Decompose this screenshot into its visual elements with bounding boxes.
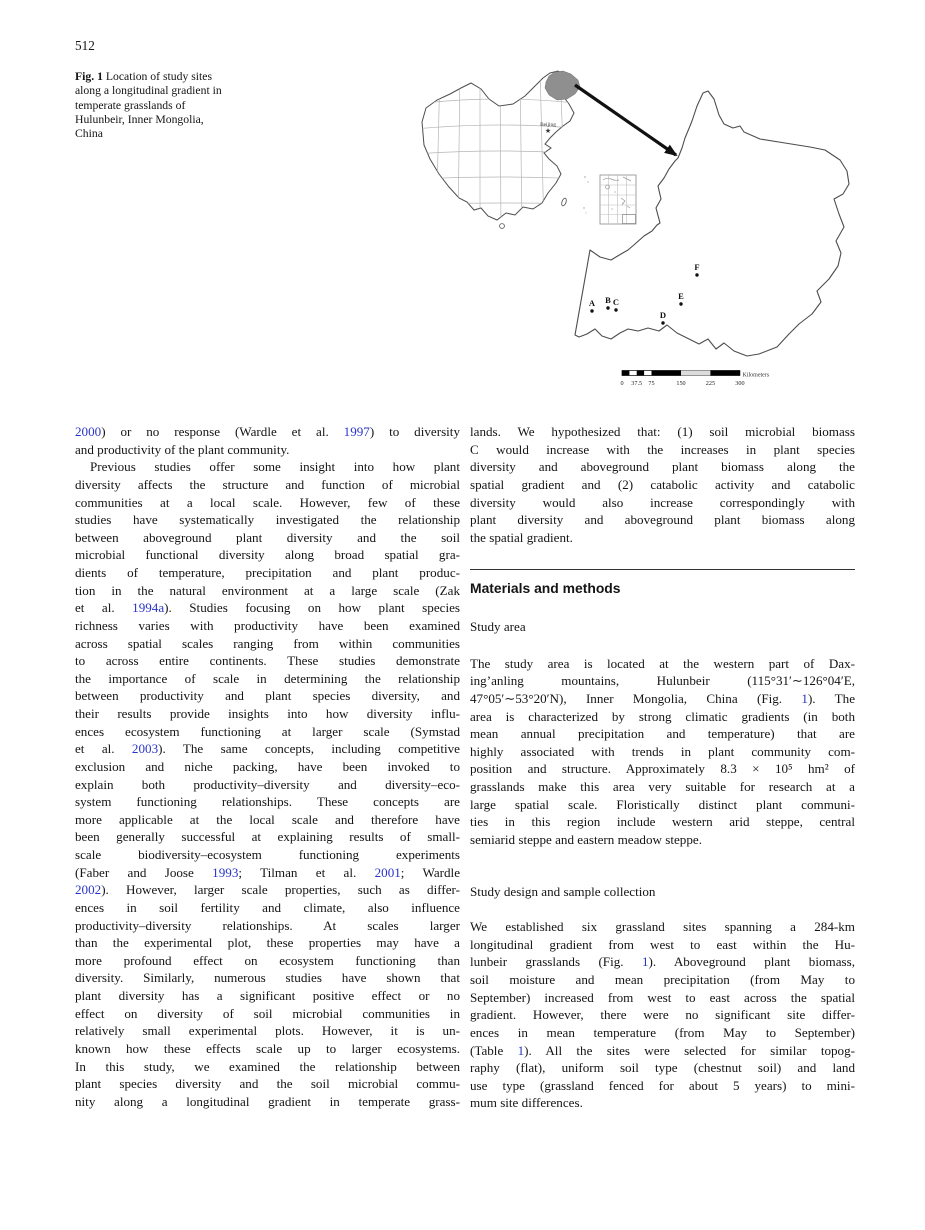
text-line: mum site differences. [470,1095,583,1111]
figure-map [395,56,865,396]
text-line: richness varies with productivity have been examined [75,617,460,633]
scale-tick-label: 300 [735,380,745,387]
caption-line: temperate grasslands of [75,98,186,112]
scale-tick-label: 75 [648,380,655,387]
text-line: scale biodiversity–ecosystem functioning experiments [75,847,460,862]
site-marker-E [679,302,682,305]
china-inset-map [415,66,585,232]
site-marker-A [590,309,593,312]
page-number: 512 [75,38,95,53]
text-line: more profound effect on ecosystem functioning than [75,952,460,968]
study-area-heading: Study area [470,619,526,634]
study-sites-map [395,56,865,396]
site-label-F: F [694,262,700,272]
text-line: diversity. Similarly, numerous studies have shown that [75,970,460,986]
grid-inset-map [583,175,636,224]
text-line: diversity affects the structure and function of microbial [75,476,460,492]
caption-line: along a longitudinal gradient in [75,84,222,98]
citation-link[interactable]: 1997 [343,424,370,439]
site-label-D: D [659,310,667,320]
text-line: system functioning relationships. These concepts are [75,794,460,810]
text-line: plant species diversity and the soil microbial commu- [75,1076,460,1092]
taiwan-island [561,198,567,207]
spacer [470,598,855,618]
text-line: lunbeir grasslands (Fig. 1). Aboveground plant biomass, [470,954,855,970]
text-line: exclusion and niche packing, have been invoked to [75,758,460,774]
text-line: 47°05′∼53°20′N), Inner Mongolia, China (Fig. 1). The [470,690,856,706]
caption-line: China [75,127,103,141]
text-line: et al. 1994a). Studies focusing on how plant species [75,600,460,616]
text-line: mean annual precipitation and temperature) that are [470,726,855,742]
text-line: effect on diversity of soil microbial communities in [75,1005,460,1021]
text-line: known how these effects scale up to larger ecosystems. [75,1040,460,1056]
right-text-column [470,423,855,1112]
text-line: diversity would also increase correspondingly with [470,494,855,510]
text-line: to across entire continents. These studies demonstrate [75,653,460,669]
locator-arrow [575,85,676,155]
beijing-label: Beijing [540,122,556,128]
text-line: 2000) or no response (Wardle et al. 1997) to diversity [75,424,460,439]
text-line: their results provide insights into how diversity influ- [75,706,460,721]
text-line: highly associated with trends in plant community com- [470,743,855,759]
text-line: C would increase with the increases in plant species [470,441,855,457]
text-line: diversity and aboveground plant biomass along the [470,459,855,475]
text-line: We established six grassland sites spanning a 284-km [470,919,855,935]
text-line: studies have systematically investigated the relationship [75,512,460,528]
left-text-column [75,423,460,1110]
text-line: spatial gradient and (2) catabolic activity and catabolic [470,476,855,492]
scale-tick-label: 150 [676,380,686,387]
text-line: soil moisture and mean precipitation (from May to [470,972,855,987]
text-line: across spatial scales ranging from within communities [75,635,460,651]
spacer [470,570,855,580]
scale-unit-label: Kilometers [742,372,770,379]
citation-link[interactable]: 2002 [75,882,102,898]
text-line: relatively small experimental plots. However, it is un- [75,1023,460,1039]
text-line: and productivity of the plant community. [75,441,290,457]
text-line: position and structure. Approximately 8.3 × 10⁵ hm² of [470,761,855,777]
text-line: area is characterized by strong climatic gradients (in both [470,708,855,724]
spacer [470,849,855,883]
beijing-star-icon: ★ [544,127,552,135]
text-line: et al. 2003). The same concepts, including competitive [75,741,460,757]
hainan-island [500,224,505,229]
spacer [470,636,855,655]
text-line: In this study, we examined the relationship between [75,1058,460,1074]
text-line: ences in mean temperature (from May to September) [470,1024,855,1040]
text-line: productivity–diversity relationships. At scales larger [75,917,460,933]
citation-link[interactable]: 1994a [132,600,165,616]
citation-link[interactable]: 2001 [374,864,401,880]
site-marker-F [695,273,698,276]
site-marker-D [661,321,664,324]
text-line: September) increased from west to east across the spatial [470,989,855,1005]
text-line: gradient. However, there were no significant site differ- [470,1007,855,1023]
citation-link[interactable]: 1 [517,1042,525,1058]
text-line: ences in soil fertility and climate, also influence [75,899,460,915]
materials-and-methods-heading: Materials and methods [470,580,621,597]
text-line: between productivity and plant species diversity, and [75,688,460,704]
text-line: ences ecosystem functioning at larger scale (Symstad [75,723,460,739]
text-line: raphy (flat), uniform soil type (chestnut soil) and land [470,1060,855,1076]
site-label-C: C [612,297,620,307]
citation-link[interactable]: 1993 [212,864,239,880]
scale-tick-label: 0 [620,380,624,387]
text-line: grasslands make this area very suitable for research at a [470,779,855,794]
citation-link[interactable]: 2000 [75,424,102,439]
scale-bar [620,371,769,388]
citation-link[interactable]: 1 [801,690,808,706]
text-line: the importance of scale in determining the relationship [75,670,460,686]
citation-link[interactable]: 2003 [131,741,159,757]
text-line: large spatial scale. Floristically distinct plant communi- [470,796,855,812]
site-label-A: A [588,298,596,308]
text-line: The study area is located at the western part of Dax- [470,655,855,671]
study-design-heading: Study design and sample collection [470,883,656,899]
text-line: between aboveground plant diversity and the soil [75,529,460,545]
scale-tick-label: 225 [705,380,716,387]
text-line: use type (grassland fenced for about 5 years) to mini- [470,1077,855,1093]
text-line: microbial functional diversity along broad spatial gra- [75,547,460,563]
spacer [470,900,855,918]
scale-tick-labels [620,380,744,387]
text-line: 2002). However, larger scale properties, such as differ- [75,882,460,898]
caption-line: Hulunbeir, Inner Mongolia, [75,112,204,126]
citation-link[interactable]: 1 [641,954,649,970]
hulunbeir-outline [575,91,849,356]
text-line: communities at a local scale. However, few of these [75,494,460,510]
figure-caption [75,70,280,141]
site-label-B: B [605,295,611,305]
site-marker-C [614,308,617,311]
text-line: nity along a longitudinal gradient in temperate grass- [75,1093,460,1109]
text-line: (Table 1). All the sites were selected for similar topog- [470,1042,856,1058]
text-line: more applicable at the local scale and therefore have [75,811,460,827]
text-line: ties in this region include western arid steppe, central [470,814,855,830]
text-line: than the experimental plot, these properties may have a [75,935,460,951]
caption-line: Fig. 1 Location of study sites [75,70,212,83]
text-line: been generally successful at explaining results of small- [75,829,460,845]
scale-tick-label: 37.5 [631,380,643,387]
text-line: (Faber and Joose 1993; Tilman et al. 2001; Wardle [75,864,461,880]
text-line: semiarid steppe and eastern meadow steppe. [470,831,702,847]
spacer [470,546,855,569]
caption-label: Fig. 1 [75,70,103,83]
text-line: dients of temperature, precipitation and plant produc- [75,565,460,580]
site-label-E: E [678,291,684,301]
text-line: tion in the natural environment at a large scale (Zak [75,582,460,598]
text-line: ing’anling mountains, Hulunbeir (115°31′∼126°04′E, [470,673,855,689]
site-marker-B [606,306,609,309]
text-line: plant diversity has a significant positive effect or no [75,988,460,1003]
text-line: lands. We hypothesized that: (1) soil microbial biomass [470,424,855,439]
text-line: explain both productivity–diversity and diversity–eco- [75,776,460,792]
text-line: plant diversity and aboveground plant biomass along [470,512,855,528]
text-line: Previous studies offer some insight into how plant [90,459,460,475]
text-line: the spatial gradient. [470,529,573,545]
text-line: longitudinal gradient from west to east within the Hu- [470,936,855,952]
